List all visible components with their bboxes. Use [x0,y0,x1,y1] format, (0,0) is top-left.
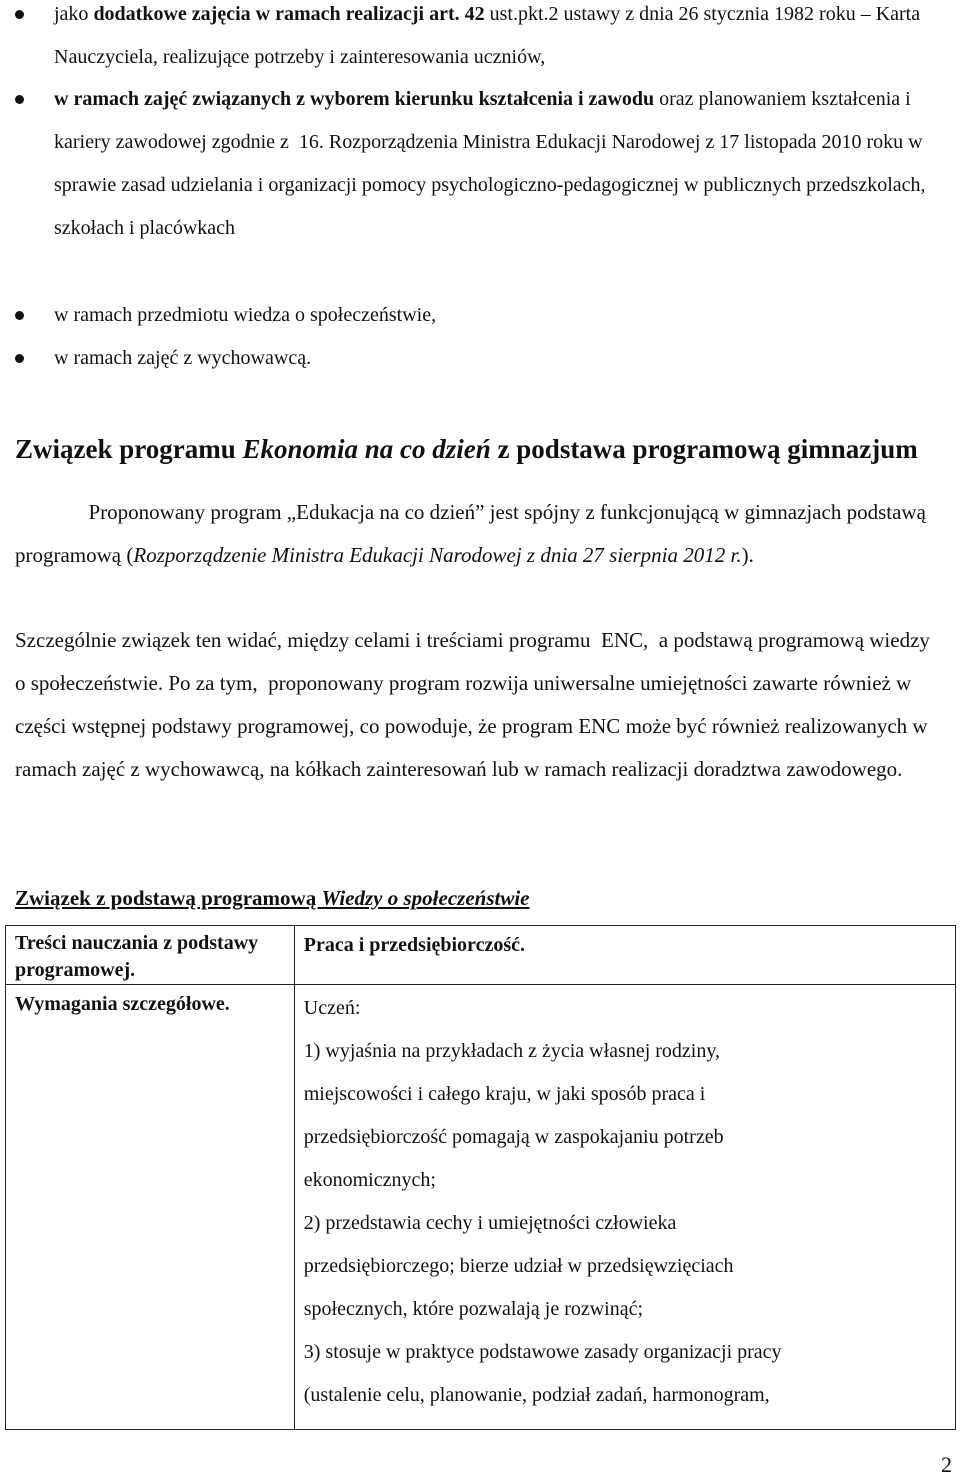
list-item-text-post: oraz planowaniem kształcenia i kariery zawodowej zgodnie z 16. Rozporządzenia Ministra Edukacji Narodowej z 17 listopada 2010 roku w sprawie zasad udzielania i organizacji pomocy psychologiczno-pedagogicznej w publicznych przedszkolach, szkołach i placówkach [54,88,931,239]
requirements-table [5,925,956,1430]
section-heading [15,883,945,913]
list-item-text [54,337,944,380]
table-cell [294,985,955,1430]
table-row [6,985,956,1430]
heading-text-pre: Związek z podstawą programową [15,886,322,910]
list-item-text-pre: jako [54,3,94,25]
section-heading [15,433,945,465]
list-item-text-post: ust.pkt.2 ustawy z dnia 26 stycznia 1982 roku – Karta Nauczyciela, realizujące potrzeby i zainteresowania uczniów, [54,3,926,68]
bullet-icon [15,10,24,19]
paragraph [15,491,945,577]
requirement-line: 3) stosuje w praktyce podstawowe zasady organizacji pracy [303,1341,782,1363]
table-cell-text: Praca i przedsiębiorczość. [303,934,525,956]
paragraph-text-italic: Rozporządzenie Ministra Edukacji Narodowej z dnia 27 sierpnia 2012 r. [133,543,742,567]
list-item-text [54,294,944,337]
bullet-icon [15,311,24,320]
list-item-text-pre: w ramach przedmiotu wiedza o społeczeństwie, [54,304,437,326]
requirement-line: Uczeń: [303,997,361,1019]
requirement-line: 1) wyjaśnia na przykładach z życia własnej rodziny, [303,1040,721,1062]
table-cell [294,926,955,985]
paragraph: Szczególnie związek ten widać, między celami i treściami programu ENC, a podstawą programową wiedzy o społeczeństwie. Po za tym, proponowany program rozwija uniwersalne umiejętności zawarte również w części wstępnej podstawy programowej, co powoduje, że program ENC może być również realizowanych w ramach zajęć z wychowawcą, na kółkach zainteresowań lub w ramach realizacji doradztwa zawodowego. [15,628,936,781]
requirements-list [295,985,955,1429]
page-number: 2 [941,1452,952,1477]
heading-text-pre: Związek programu [15,434,243,464]
heading-text-italic: Wiedzy o społeczeństwie [321,886,530,910]
paragraph-text-post: ). [741,543,754,567]
heading-text-italic: Ekonomia na co dzień [242,434,491,464]
list-item-text [54,78,944,250]
bullet-icon [15,95,24,104]
paragraph-text-pre: Proponowany program „Edukacja na co dzień” jest spójny z funkcjonującą w gimnazjach podstawą programową ( [15,500,932,567]
heading-text-post: z podstawa programową gimnazjum [490,434,918,464]
table-cell-text: Wymagania szczegółowe. [15,993,230,1015]
table-cell [6,926,295,985]
list-item-text-pre: w ramach zajęć z wychowawcą. [54,347,312,369]
list-item-text [54,0,954,79]
table-cell [6,985,295,1430]
requirement-line: (ustalenie celu, planowanie, podział zadań, harmonogram, [303,1384,770,1406]
requirement-line: przedsiębiorczość pomagają w zaspokajaniu potrzeb [303,1126,724,1148]
list-item-text-bold: dodatkowe zajęcia w ramach realizacji art. 42 [93,3,485,25]
table-cell-text: Treści nauczania z podstawy programowej. [15,932,259,981]
list-item-text-bold: w ramach zajęć związanych z wyborem kierunku kształcenia i zawodu [54,88,655,110]
requirement-line: ekonomicznych; [303,1169,436,1191]
requirement-line: społecznych, które pozwalają je rozwinąć; [303,1298,644,1320]
requirement-line: 2) przedstawia cechy i umiejętności człowieka [303,1212,677,1234]
requirement-line: przedsiębiorczego; bierze udział w przedsięwzięciach [303,1255,734,1277]
table-row [6,926,956,985]
bullet-icon [15,354,24,363]
requirement-line: miejscowości i całego kraju, w jaki sposób praca i [303,1083,706,1105]
